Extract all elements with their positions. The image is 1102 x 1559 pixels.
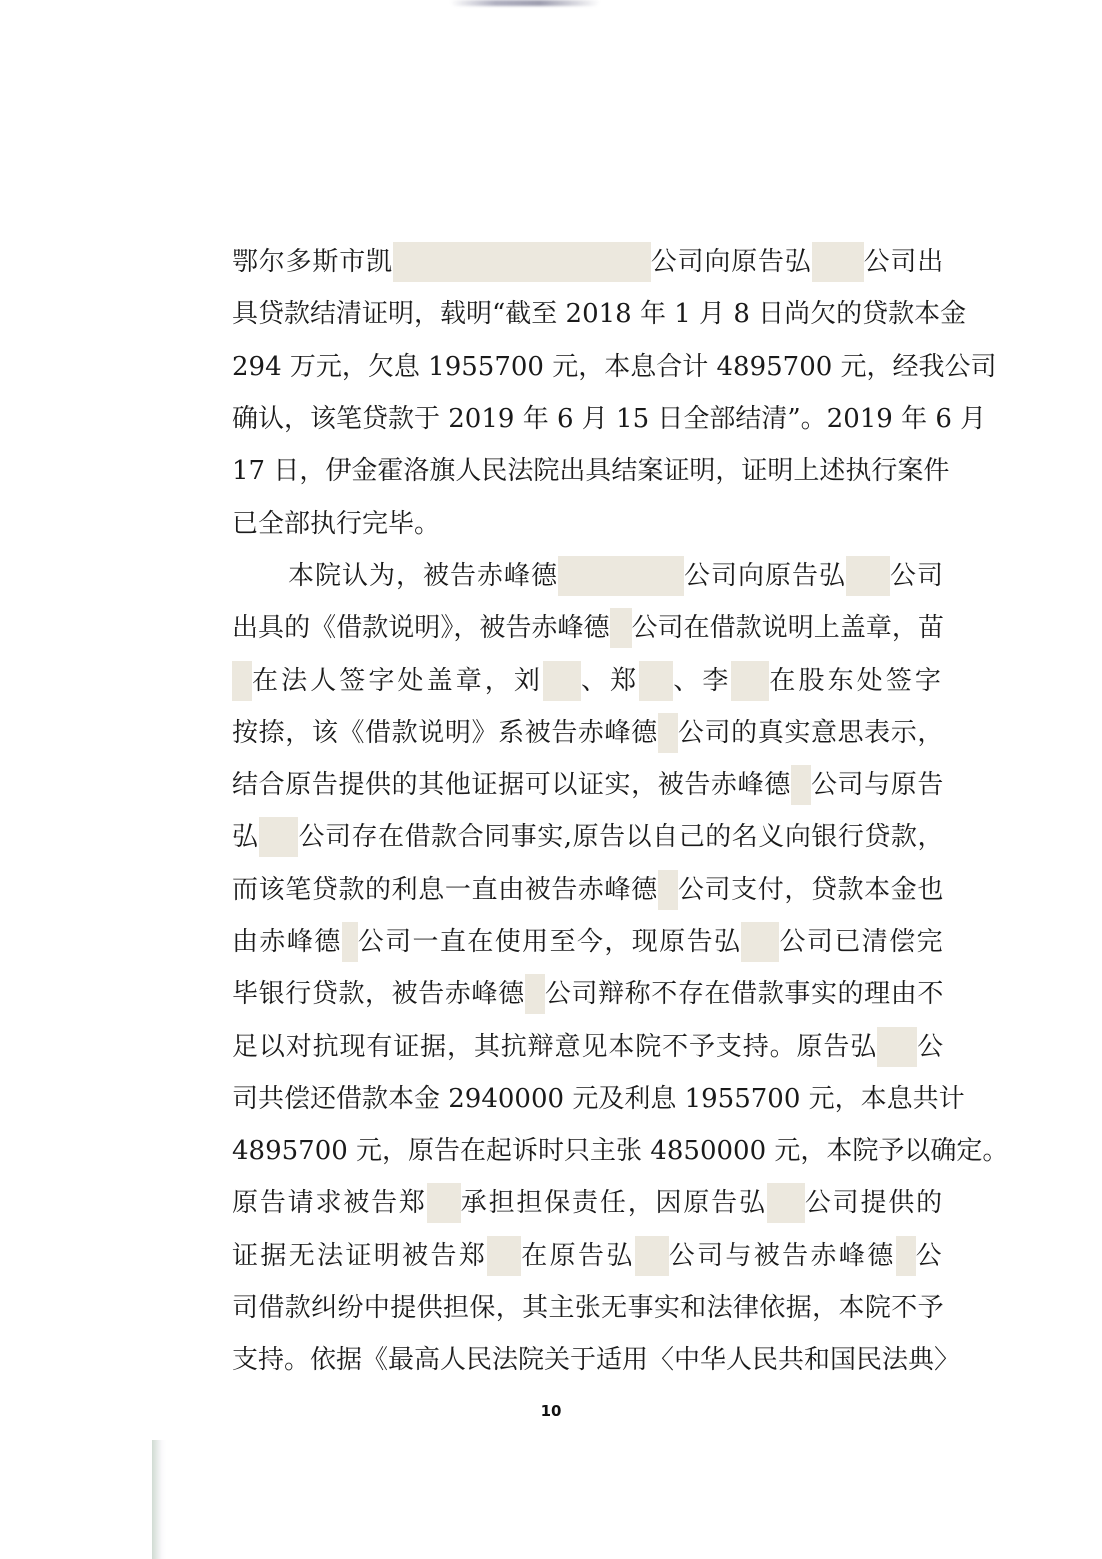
- text-segment: 公司已清偿完: [779, 927, 944, 957]
- text-segment: 公司与原告: [810, 770, 944, 801]
- text-segment: 原告请求被告郑: [232, 1188, 427, 1219]
- text-segment: 公司与被告赤峰德: [668, 1240, 896, 1271]
- text-segment: 公司支付，贷款本金也: [677, 874, 944, 905]
- text-segment: 294 万元，欠息 1955700 元，本息合计 4895700 元，经我公司: [232, 351, 997, 382]
- redaction-block: [767, 1183, 805, 1223]
- text-line: [232, 916, 944, 968]
- redaction-block: [877, 1027, 917, 1067]
- redaction-block: [639, 661, 673, 701]
- text-line: [232, 497, 944, 549]
- text-segment: 在股东处签字: [769, 665, 945, 696]
- text-segment: 、郑: [581, 665, 640, 696]
- text-segment: 结合原告提供的其他证据可以证实，被告赤峰德: [232, 770, 791, 801]
- text-segment: 公司一直在使用至今，现原告弘: [357, 927, 742, 957]
- text-line: [232, 759, 944, 811]
- text-segment: 公: [915, 1240, 944, 1271]
- document-body: [232, 236, 1009, 1387]
- redaction-block: [525, 974, 545, 1014]
- redaction-block: [658, 713, 678, 753]
- text-segment: 支持。依据《最高人民法院关于适用〈中华人民共和国民法典〉: [232, 1345, 961, 1376]
- text-segment: 毕银行贷款，被告赤峰德: [232, 979, 525, 1010]
- text-line: [232, 1177, 944, 1229]
- text-segment: 公司出: [863, 247, 945, 278]
- scan-margin-left: [0, 1400, 152, 1559]
- redaction-block: [543, 661, 581, 701]
- redaction-block: [427, 1183, 461, 1223]
- text-line: [232, 445, 950, 497]
- redaction-block: [393, 242, 651, 282]
- redaction-block: [635, 1236, 669, 1276]
- text-segment: 、李: [673, 665, 732, 696]
- text-line: [232, 393, 987, 445]
- redaction-block: [558, 556, 684, 596]
- text-line: [232, 654, 944, 706]
- text-segment: 公司向原告弘: [683, 560, 846, 591]
- text-segment: 公: [917, 1031, 944, 1062]
- text-line: [232, 968, 944, 1020]
- text-line: [232, 1282, 944, 1334]
- redaction-block: [342, 922, 358, 962]
- text-segment: 已全部执行完毕。: [232, 508, 441, 539]
- text-line: [232, 811, 944, 863]
- page-number: 10: [540, 1402, 562, 1420]
- redaction-block: [232, 661, 252, 701]
- text-segment: 公司在借款说明上盖章，苗: [631, 613, 944, 644]
- redaction-block: [896, 1236, 916, 1276]
- text-line: [232, 602, 944, 654]
- text-segment: 足以对抗现有证据，其抗辩意见本院不予支持。原告弘: [232, 1031, 878, 1062]
- redaction-block: [791, 765, 811, 805]
- text-segment: 承担担保责任，因原告弘: [460, 1188, 767, 1219]
- text-segment: 证据无法证明被告郑: [232, 1240, 488, 1271]
- text-segment: 按捺，该《借款说明》系被告赤峰德: [232, 717, 658, 748]
- redaction-block: [846, 556, 890, 596]
- text-segment: 司借款纠纷中提供担保，其主张无事实和法律依据，本院不予: [232, 1293, 944, 1324]
- text-segment: 在原告弘: [521, 1240, 635, 1271]
- text-segment: 17 日，伊金霍洛旗人民法院出具结案证明，证明上述执行案件: [232, 456, 950, 487]
- scan-artifact-top: [450, 0, 600, 6]
- text-line: [232, 864, 944, 916]
- text-line: [232, 1125, 1009, 1177]
- redaction-block: [741, 922, 779, 962]
- text-line: [232, 1334, 961, 1386]
- text-segment: 公司存在借款合同事实,原告以自己的名义向银行贷款，: [298, 822, 944, 853]
- text-line: [232, 707, 944, 759]
- scan-edge-shadow: [152, 1440, 166, 1559]
- text-segment: 而该笔贷款的利息一直由被告赤峰德: [232, 874, 658, 905]
- text-segment: 公司的真实意思表示，: [677, 717, 944, 748]
- redaction-block: [812, 242, 864, 282]
- redaction-block: [731, 661, 769, 701]
- text-segment: 鄂尔多斯市凯: [232, 247, 393, 278]
- text-segment: 在法人签字处盖章，刘: [252, 665, 544, 696]
- text-segment: 公司: [889, 560, 944, 591]
- text-line: [232, 341, 997, 393]
- redaction-block: [658, 870, 678, 910]
- text-segment: 公司向原告弘: [650, 247, 812, 278]
- text-segment: 弘: [232, 822, 259, 853]
- text-line: [232, 1073, 965, 1125]
- redaction-block: [259, 817, 299, 857]
- redaction-block: [487, 1236, 521, 1276]
- text-line: [232, 236, 944, 288]
- text-segment: 确认，该笔贷款于 2019 年 6 月 15 日全部结清”。2019 年 6 月: [232, 404, 987, 435]
- text-line: [232, 288, 967, 340]
- text-segment: 由赤峰德: [232, 927, 342, 957]
- text-segment: 出具的《借款说明》，被告赤峰德: [232, 613, 610, 644]
- redaction-block: [610, 608, 632, 648]
- text-line: [232, 550, 944, 602]
- text-segment: 公司提供的: [804, 1188, 944, 1219]
- text-segment: 具贷款结清证明，载明“截至 2018 年 1 月 8 日尚欠的贷款本金: [232, 299, 967, 330]
- text-line: [232, 1230, 944, 1282]
- text-segment: 本院认为，被告赤峰德: [288, 560, 559, 591]
- text-line: [232, 1020, 944, 1072]
- text-segment: 公司辩称不存在借款事实的理由不: [544, 979, 944, 1010]
- text-segment: 4895700 元，原告在起诉时只主张 4850000 元，本院予以确定。: [232, 1136, 1009, 1167]
- text-segment: 司共偿还借款本金 2940000 元及利息 1955700 元，本息共计: [232, 1083, 965, 1114]
